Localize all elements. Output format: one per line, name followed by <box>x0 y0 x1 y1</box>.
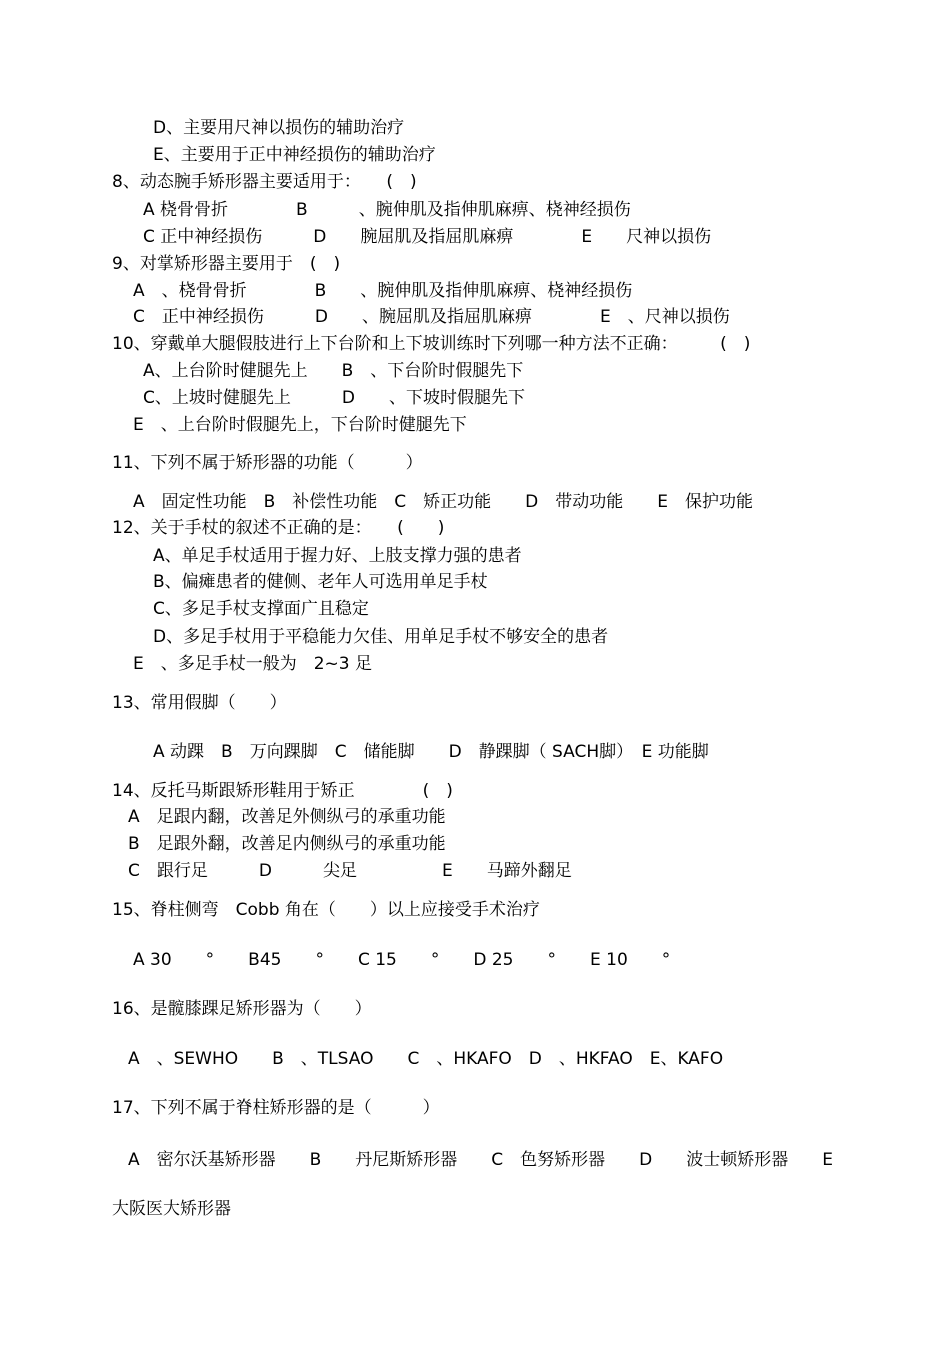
option-line: C、多足手杖支撑面广且稳定 <box>153 599 369 619</box>
option-line: C 正中神经损伤 D 、腕屈肌及指屈肌麻痹 E 、尺神以损伤 <box>133 307 730 327</box>
option-line: A、上台阶时健腿先上 B 、下台阶时假腿先下 <box>143 361 524 381</box>
option-line: A 足跟内翻，改善足外侧纵弓的承重功能 <box>128 807 446 827</box>
option-line: A、单足手杖适用于握力好、上肢支撑力强的患者 <box>153 546 522 566</box>
option-line: E、主要用于正中神经损伤的辅助治疗 <box>153 145 436 165</box>
option-line: D、多足手杖用于平稳能力欠佳、用单足手杖不够安全的患者 <box>153 627 609 647</box>
question-line: 8、动态腕手矫形器主要适用于： ( ) <box>112 172 417 192</box>
option-line: A 动踝 B 万向踝脚 C 储能脚 D 静踝脚（ SACH脚） E 功能脚 <box>153 742 709 762</box>
question-line: 11、下列不属于矫形器的功能（ ） <box>112 453 423 473</box>
option-line: A 固定性功能 B 补偿性功能 C 矫正功能 D 带动功能 E 保护功能 <box>133 492 753 512</box>
question-line: 13、常用假脚（ ） <box>112 693 287 713</box>
question-line: 12、关于手杖的叙述不正确的是： ( ) <box>112 518 445 538</box>
option-line: A 桡骨骨折 B 、腕伸肌及指伸肌麻痹、桡神经损伤 <box>143 200 631 220</box>
option-line: B 足跟外翻，改善足内侧纵弓的承重功能 <box>128 834 446 854</box>
option-line: C 跟行足 D 尖足 E 马蹄外翻足 <box>128 861 572 881</box>
option-line: A 30 ° B45 ° C 15 ° D 25 ° E 10 ° <box>133 950 671 970</box>
option-line: 大阪医大矫形器 <box>112 1199 231 1219</box>
question-line: 15、脊柱侧弯 Cobb 角在（ ）以上应接受手术治疗 <box>112 900 540 920</box>
option-line: E 、多足手杖一般为 2~3 足 <box>133 654 373 674</box>
option-line: B、偏瘫患者的健侧、老年人可选用单足手杖 <box>153 572 488 592</box>
question-line: 10、穿戴单大腿假肢进行上下台阶和上下坡训练时下列哪一种方法不正确： ( ) <box>112 334 751 354</box>
question-line: 9、对掌矫形器主要用于 ( ) <box>112 254 341 274</box>
option-line: C、上坡时健腿先上 D 、下坡时假腿先下 <box>143 388 525 408</box>
option-line: E 、上台阶时假腿先上，下台阶时健腿先下 <box>133 415 467 435</box>
question-line: 14、反托马斯跟矫形鞋用于矫正 ( ) <box>112 781 453 801</box>
question-line: 16、是髋膝踝足矫形器为（ ） <box>112 999 372 1019</box>
option-line: A 、SEWHO B 、TLSAO C 、HKAFO D 、HKFAO E、KAFO <box>128 1049 724 1069</box>
option-line: C 正中神经损伤 D 腕屈肌及指屈肌麻痹 E 尺神以损伤 <box>143 227 712 247</box>
option-line: A 密尔沃基矫形器 B 丹尼斯矫形器 C 色努矫形器 D 波士顿矫形器 E <box>128 1150 833 1170</box>
question-line: 17、下列不属于脊柱矫形器的是（ ） <box>112 1098 440 1118</box>
option-line: A 、桡骨骨折 B 、腕伸肌及指伸肌麻痹、桡神经损伤 <box>133 281 633 301</box>
option-line: D、主要用尺神以损伤的辅助治疗 <box>153 118 405 138</box>
